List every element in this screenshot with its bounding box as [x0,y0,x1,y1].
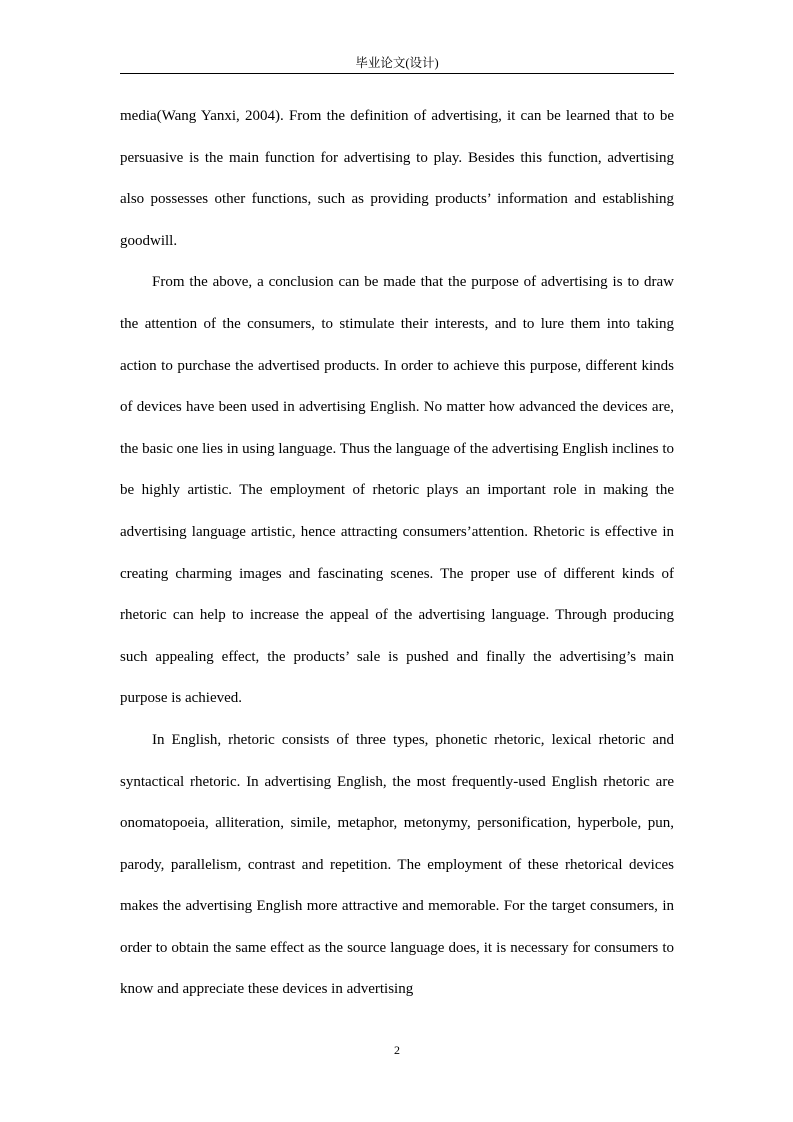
page-number: 2 [394,1043,400,1057]
body-text [120,96,674,1011]
header-rule [120,73,674,74]
paragraph-1: media(Wang Yanxi, 2004). From the definition of advertising, it can be learned that to be persuasive is the main function for advertising to play. Besides this function, advertising also possesses other functions, such as providing products’ information and establishing goodwill. [120,108,674,249]
page-header: 毕业论文(设计) [355,56,439,70]
paragraph-3: In English, rhetoric consists of three types, phonetic rhetoric, lexical rhetoric and syntactical rhetoric. In advertising English, the most frequently-used English rhetoric are onomatopoeia, alliteration, simile, metaphor, metonymy, personification, hyperbole, pun, parody, parallelism, contrast and repetition. The employment of these rhetorical devices makes the advertising English more attractive and memorable. For the target consumers, in order to obtain the same effect as the source language does, it is necessary for consumers to know and appreciate these devices in advertising [120,731,674,998]
paragraph-2: From the above, a conclusion can be made that the purpose of advertising is to draw the attention of the consumers, to stimulate their interests, and to lure them into taking action to purchase the advertised products. In order to achieve this purpose, different kinds of devices have been used in advertising English. No matter how advanced the devices are, the basic one lies in using language. Thus the language of the advertising English inclines to be highly artistic. The employment of rhetoric plays an important role in making the advertising language artistic, hence attracting consumers’attention. Rhetoric is effective in creating charming images and fascinating scenes. The proper use of different kinds of rhetoric can help to increase the appeal of the advertising language. Through producing such appealing effect, the products’ sale is pushed and finally the advertising’s main purpose is achieved. [120,274,674,707]
